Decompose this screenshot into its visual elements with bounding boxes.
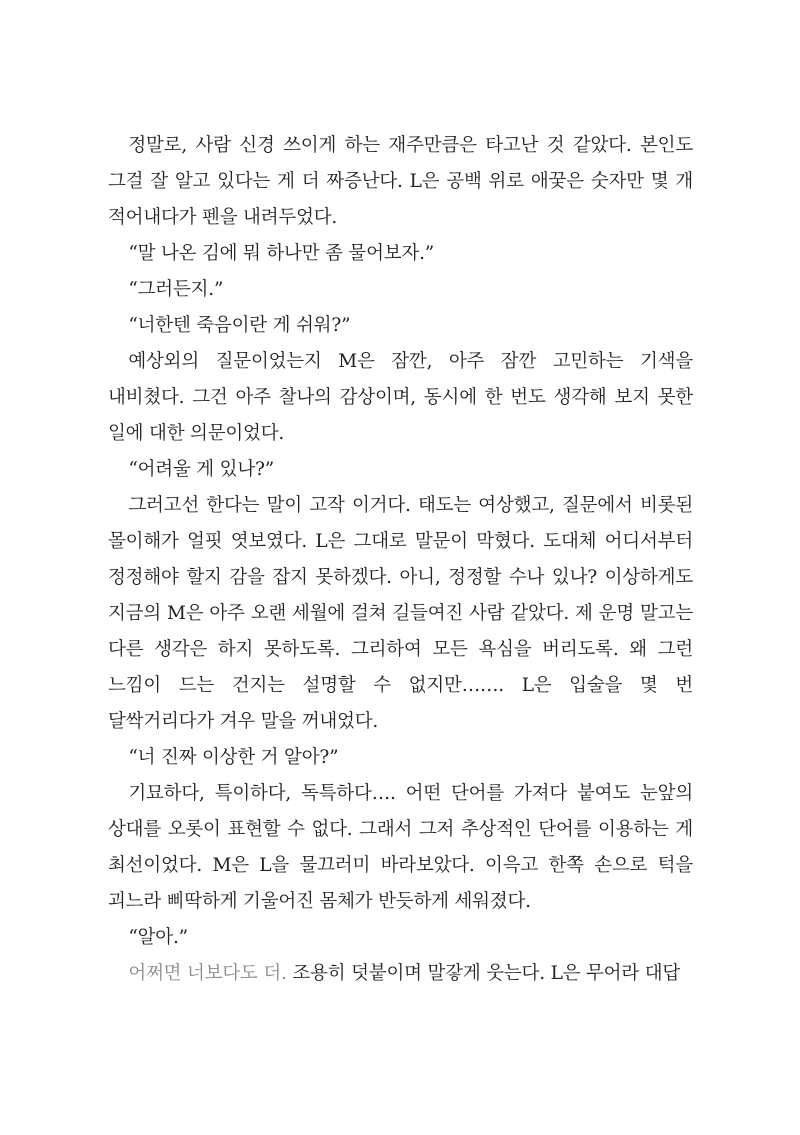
document-body (108, 128, 693, 992)
dialogue-line: “알아.” (128, 927, 188, 948)
dialogue-line: “말 나온 김에 뭐 하나만 좀 물어보자.” (128, 243, 435, 264)
paragraph: 예상외의 질문이었는지 M은 잠깐, 아주 잠깐 고민하는 기색을 내비쳤다. 그건 아주 찰나의 감상이며, 동시에 한 번도 생각해 보지 못한 일에 대한 의문이었다. (108, 351, 693, 444)
dialogue-line: “너한텐 죽음이란 게 쉬워?” (128, 315, 351, 336)
whispered-aside: 어쩌면 너보다도 더. (128, 963, 287, 984)
paragraph-1: 정말로, 사람 신경 쓰이게 하는 재주만큼은 타고난 것 같았다. 본인도 그걸 잘 알고 있다는 게 더 짜증난다. L은 공백 위로 애꿎은 숫자만 몇 개 적어내다가 펜을 내려두었다. (108, 135, 693, 228)
dialogue-line: “너 진짜 이상한 거 알아?” (128, 747, 339, 768)
last-paragraph-text: 조용히 덧붙이며 말갛게 웃는다. L은 무어라 대답 (286, 963, 681, 984)
dialogue-line: “그러든지.” (128, 279, 224, 300)
last-paragraph (108, 956, 693, 992)
paragraph: 기묘하다, 특이하다, 독특하다…. 어떤 단어를 가져다 붙여도 눈앞의 상대를 오롯이 표현할 수 없다. 그래서 그저 추상적인 단어를 이용하는 게 최선이었다. M은 L을 물끄러미 바라보았다. 이윽고 한쪽 손으로 턱을 괴느라 삐딱하게 기울어진 몸체가 반듯하게 세워졌다. (108, 783, 693, 912)
dialogue-line: “어려울 게 있나?” (128, 459, 274, 480)
paragraph: 그러고선 한다는 말이 고작 이거다. 태도는 여상했고, 질문에서 비롯된 몰이해가 얼핏 엿보였다. L은 그대로 말문이 막혔다. 도대체 어디서부터 정정해야 할지 감을 잡지 못하겠다. 아니, 정정할 수나 있나? 이상하게도 지금의 M은 아주 오랜 세월에 걸쳐 길들여진 사람 같았다. 제 운명 말고는 다른 생각은 하지 못하도록. 그리하여 모든 욕심을 버리도록. 왜 그런 느낌이 드는 건지는 설명할 수 없지만……. L은 입술을 몇 번 달싹거리다가 겨우 말을 꺼내었다. (108, 495, 693, 732)
